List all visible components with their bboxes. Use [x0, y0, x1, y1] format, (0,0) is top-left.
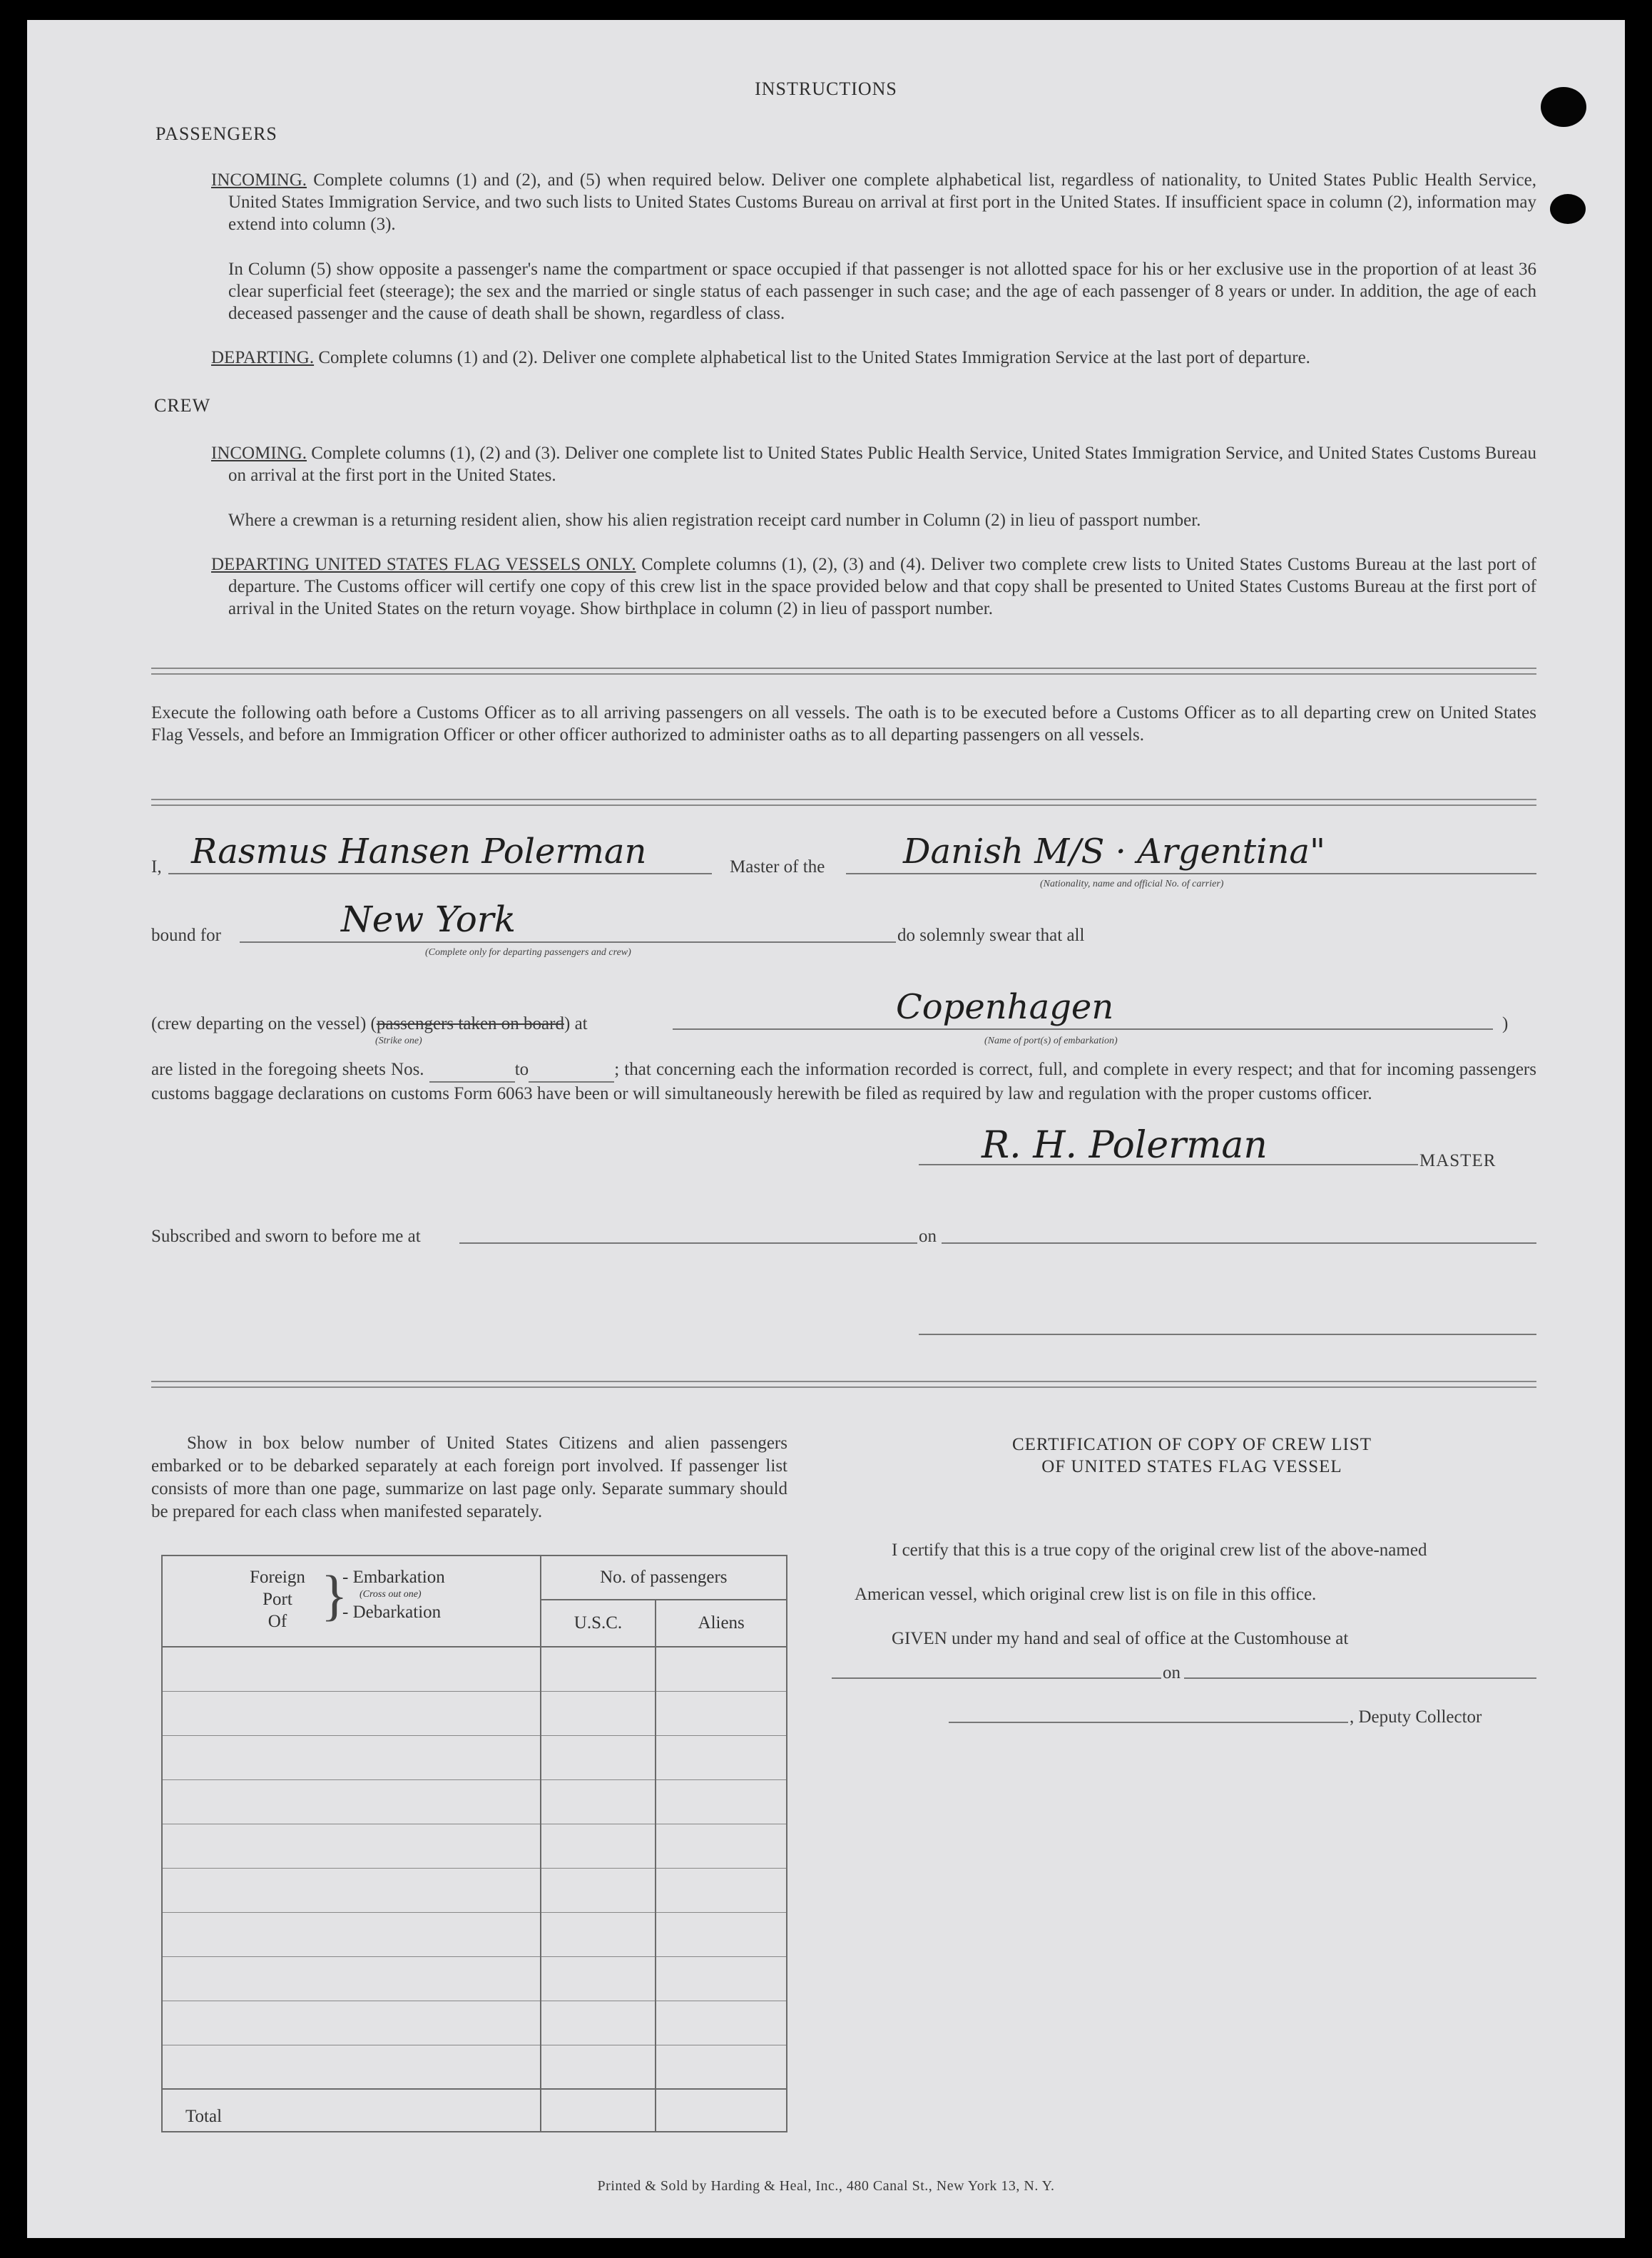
given-line: GIVEN under my hand and seal of office at the Customhouse at — [892, 1629, 1349, 1648]
port-cell[interactable] — [162, 1956, 541, 2001]
crew-departing-paragraph — [211, 553, 1536, 620]
struck-passengers-text: passengers taken on board — [376, 1014, 564, 1033]
passengers-incoming-paragraph — [211, 169, 1536, 235]
at-text: at — [574, 1014, 588, 1033]
crew-departing-text: (crew departing on the vessel) ( — [151, 1014, 377, 1033]
passengers-heading: PASSENGERS — [155, 123, 277, 144]
i-label: I, — [151, 857, 162, 877]
master-signature: R. H. Polerman — [981, 1124, 1268, 1167]
no-of-passengers-header: No. of passengers — [541, 1555, 787, 1600]
aliens-cell[interactable] — [656, 1691, 787, 1735]
port-cell[interactable] — [162, 1824, 541, 1868]
crew-incoming-label: INCOMING. — [211, 444, 307, 463]
returning-resident-paragraph: Where a crewman is a returning resident alien, show his alien registration receipt card number in Column (2) in lieu of passport number. — [228, 511, 1201, 530]
embarkation-label: - Embarkation — [342, 1568, 445, 1587]
passenger-summary-table — [161, 1555, 787, 2132]
departing-label: DEPARTING. — [211, 348, 315, 367]
crew-departing-label: DEPARTING UNITED STATES FLAG VESSELS ONLY. — [211, 555, 636, 574]
aliens-cell[interactable] — [656, 1647, 787, 1691]
port-cell[interactable] — [162, 1647, 541, 1691]
usc-cell[interactable] — [541, 1647, 656, 1691]
crew-incoming-text: Complete columns (1), (2) and (3). Deliver one complete list to United States Public Health Service, United States Immigration Service, and United States Customs Bureau on arrival at the first port in the United States. — [228, 444, 1536, 485]
certification-title-line1: CERTIFICATION OF COPY OF CREW LIST — [1011, 1435, 1372, 1454]
listed-text-2: ; that concerning each the information recorded is correct, full, and complete in every respect; and that for incoming passengers customs baggage declarations on customs Form 6063 have been or will simultaneously herewith be filed as required by law and regulation with the proper customs officer. — [151, 1060, 1536, 1103]
port-cell[interactable] — [162, 2045, 541, 2089]
instructions-title: INSTRUCTIONS — [755, 78, 897, 99]
printer-footer: Printed & Sold by Harding & Heal, Inc., 480 Canal St., New York 13, N. Y. — [597, 2178, 1055, 2194]
aliens-cell[interactable] — [656, 1956, 787, 2001]
port-cell[interactable] — [162, 1691, 541, 1735]
ink-blot — [1550, 194, 1586, 224]
master-name-field[interactable]: Rasmus Hansen Polerman — [191, 832, 647, 872]
officer-signature-field[interactable] — [919, 1334, 1536, 1335]
aliens-cell[interactable] — [656, 1912, 787, 1956]
oath-intro: Execute the following oath before a Customs Officer as to all arriving passengers on all vessels. The oath is to be executed before a Customs Officer as to all departing crew on United States Flag Vessels, and before an Immigration Officer or other officer authorized to administer oaths as to all departing passengers on all vessels. — [151, 703, 1536, 745]
usc-header: U.S.C. — [541, 1600, 656, 1647]
column5-paragraph: In Column (5) show opposite a passenger's name the compartment or space occupied if that passenger is not allotted space for his or her exclusive use in the proportion of at least 36 clear superficial feet (steerage); the sex and the married or single status of each passenger in such case; and the age of each passenger of 8 years or under. In addition, the age of each deceased passenger and the cause of death shall be shown, regardless of class. — [228, 260, 1536, 323]
subscribed-label: Subscribed and sworn to before me at — [151, 1227, 421, 1246]
foreign-port-of-1: Port — [262, 1590, 292, 1609]
vessel-caption: (Nationality, name and official No. of carrier) — [1040, 879, 1224, 889]
port-cell[interactable] — [162, 1779, 541, 1824]
bound-for-field[interactable]: New York — [341, 899, 516, 940]
usc-cell[interactable] — [541, 1735, 656, 1779]
bound-for-line — [240, 941, 896, 943]
summary-instructions: Show in box below number of United States Citizens and alien passengers embarked or to be debarked separately at each foreign port involved. If passenger list consists of more than one page, summarize on last page only. Separate summary should be prepared for each class when manifested separately. — [151, 1434, 787, 1521]
departing-text: Complete columns (1) and (2). Deliver one complete alphabetical list to the United States Immigration Service at the last port of departure. — [318, 348, 1310, 367]
port-caption: (Name of port(s) of embarkation) — [984, 1036, 1118, 1046]
aliens-header: Aliens — [656, 1600, 787, 1647]
cross-out-caption: (Cross out one) — [360, 1589, 422, 1600]
port-cell[interactable] — [162, 2001, 541, 2045]
crew-departing-line — [151, 1013, 588, 1035]
deputy-collector-signature-field[interactable] — [949, 1722, 1348, 1723]
certification-title — [847, 1434, 1536, 1478]
debarkation-label: - Debarkation — [342, 1603, 442, 1622]
certification-on-label: on — [1163, 1663, 1181, 1682]
certify-line-2: American vessel, which original crew list is on file in this office. — [855, 1585, 1317, 1604]
listed-text-1: are listed in the foregoing sheets Nos. — [151, 1060, 424, 1079]
section-divider — [151, 668, 1536, 675]
sworn-place-field[interactable] — [459, 1242, 917, 1244]
usc-cell[interactable] — [541, 1824, 656, 1868]
usc-cell[interactable] — [541, 1868, 656, 1912]
sheet-to-field[interactable] — [529, 1058, 614, 1083]
aliens-cell[interactable] — [656, 2045, 787, 2089]
port-cell[interactable] — [162, 1868, 541, 1912]
crew-heading: CREW — [154, 395, 211, 416]
master-name-line — [168, 873, 712, 874]
usc-cell[interactable] — [541, 1779, 656, 1824]
customhouse-field[interactable] — [832, 1677, 1161, 1679]
passengers-departing-paragraph — [211, 347, 1536, 369]
strike-caption: (Strike one) — [375, 1036, 422, 1046]
aliens-cell[interactable] — [656, 2001, 787, 2045]
certification-date-field[interactable] — [1184, 1677, 1536, 1679]
bound-for-label: bound for — [151, 926, 221, 945]
port-cell[interactable] — [162, 1735, 541, 1779]
close-paren: ) — [564, 1014, 571, 1033]
aliens-cell[interactable] — [656, 1868, 787, 1912]
usc-cell[interactable] — [541, 1912, 656, 1956]
sworn-date-field[interactable] — [942, 1242, 1536, 1244]
incoming-label: INCOMING. — [211, 170, 307, 190]
foreign-port-of-2: Of — [267, 1612, 287, 1631]
sworn-on-label: on — [919, 1227, 937, 1246]
certification-title-line2: OF UNITED STATES FLAG VESSEL — [1041, 1457, 1342, 1476]
deputy-collector-label: , Deputy Collector — [1350, 1707, 1482, 1727]
usc-cell[interactable] — [541, 1691, 656, 1735]
form-page — [27, 20, 1625, 2238]
vessel-field[interactable]: Danish M/S · Argentina" — [903, 832, 1326, 872]
port-field[interactable]: Copenhagen — [896, 987, 1114, 1027]
swear-text: do solemnly swear that all — [897, 926, 1085, 945]
vessel-line — [846, 873, 1536, 874]
total-aliens-cell[interactable] — [656, 2089, 787, 2132]
listed-paragraph — [151, 1058, 1536, 1105]
foreign-port-of-0: Foreign — [250, 1568, 305, 1587]
brace-symbol: } — [321, 1564, 348, 1626]
foreign-port-header — [162, 1555, 541, 1647]
port-line — [673, 1028, 1493, 1030]
port-close-paren: ) — [1502, 1014, 1509, 1033]
total-usc-cell[interactable] — [541, 2089, 656, 2132]
crew-incoming-paragraph — [211, 442, 1536, 486]
crew-departing-text: Complete columns (1), (2), (3) and (4). Deliver two complete crew lists to United States Customs Bureau at the last port of departure. The Customs officer will certify one copy of this crew list in the space provided below and that copy shall be presented to United States Customs Bureau at the first port of arrival in the United States on the return voyage. Show birthplace in column (2) in lieu of passport number. — [228, 555, 1536, 618]
to-text: to — [514, 1060, 529, 1079]
master-label: MASTER — [1419, 1151, 1497, 1170]
usc-cell[interactable] — [541, 1956, 656, 2001]
certify-line-1: I certify that this is a true copy of the original crew list of the above-named — [892, 1541, 1427, 1560]
master-of-label: Master of the — [730, 857, 825, 877]
section-divider — [151, 1381, 1536, 1388]
total-label: Total — [162, 2089, 541, 2132]
sheet-from-field[interactable] — [429, 1058, 515, 1083]
usc-cell[interactable] — [541, 2001, 656, 2045]
aliens-cell[interactable] — [656, 1735, 787, 1779]
incoming-text: Complete columns (1) and (2), and (5) when required below. Deliver one complete alphabetical list, regardless of nationality, to United States Public Health Service, United States Immigration Service, and two such lists to United States Customs Bureau on arrival at first port in the United States. If insufficient space in column (2), information may extend into column (3). — [228, 170, 1537, 234]
aliens-cell[interactable] — [656, 1779, 787, 1824]
usc-cell[interactable] — [541, 2045, 656, 2089]
port-cell[interactable] — [162, 1912, 541, 1956]
section-divider — [151, 799, 1536, 806]
bound-caption: (Complete only for departing passengers and crew) — [425, 947, 631, 958]
aliens-cell[interactable] — [656, 1824, 787, 1868]
